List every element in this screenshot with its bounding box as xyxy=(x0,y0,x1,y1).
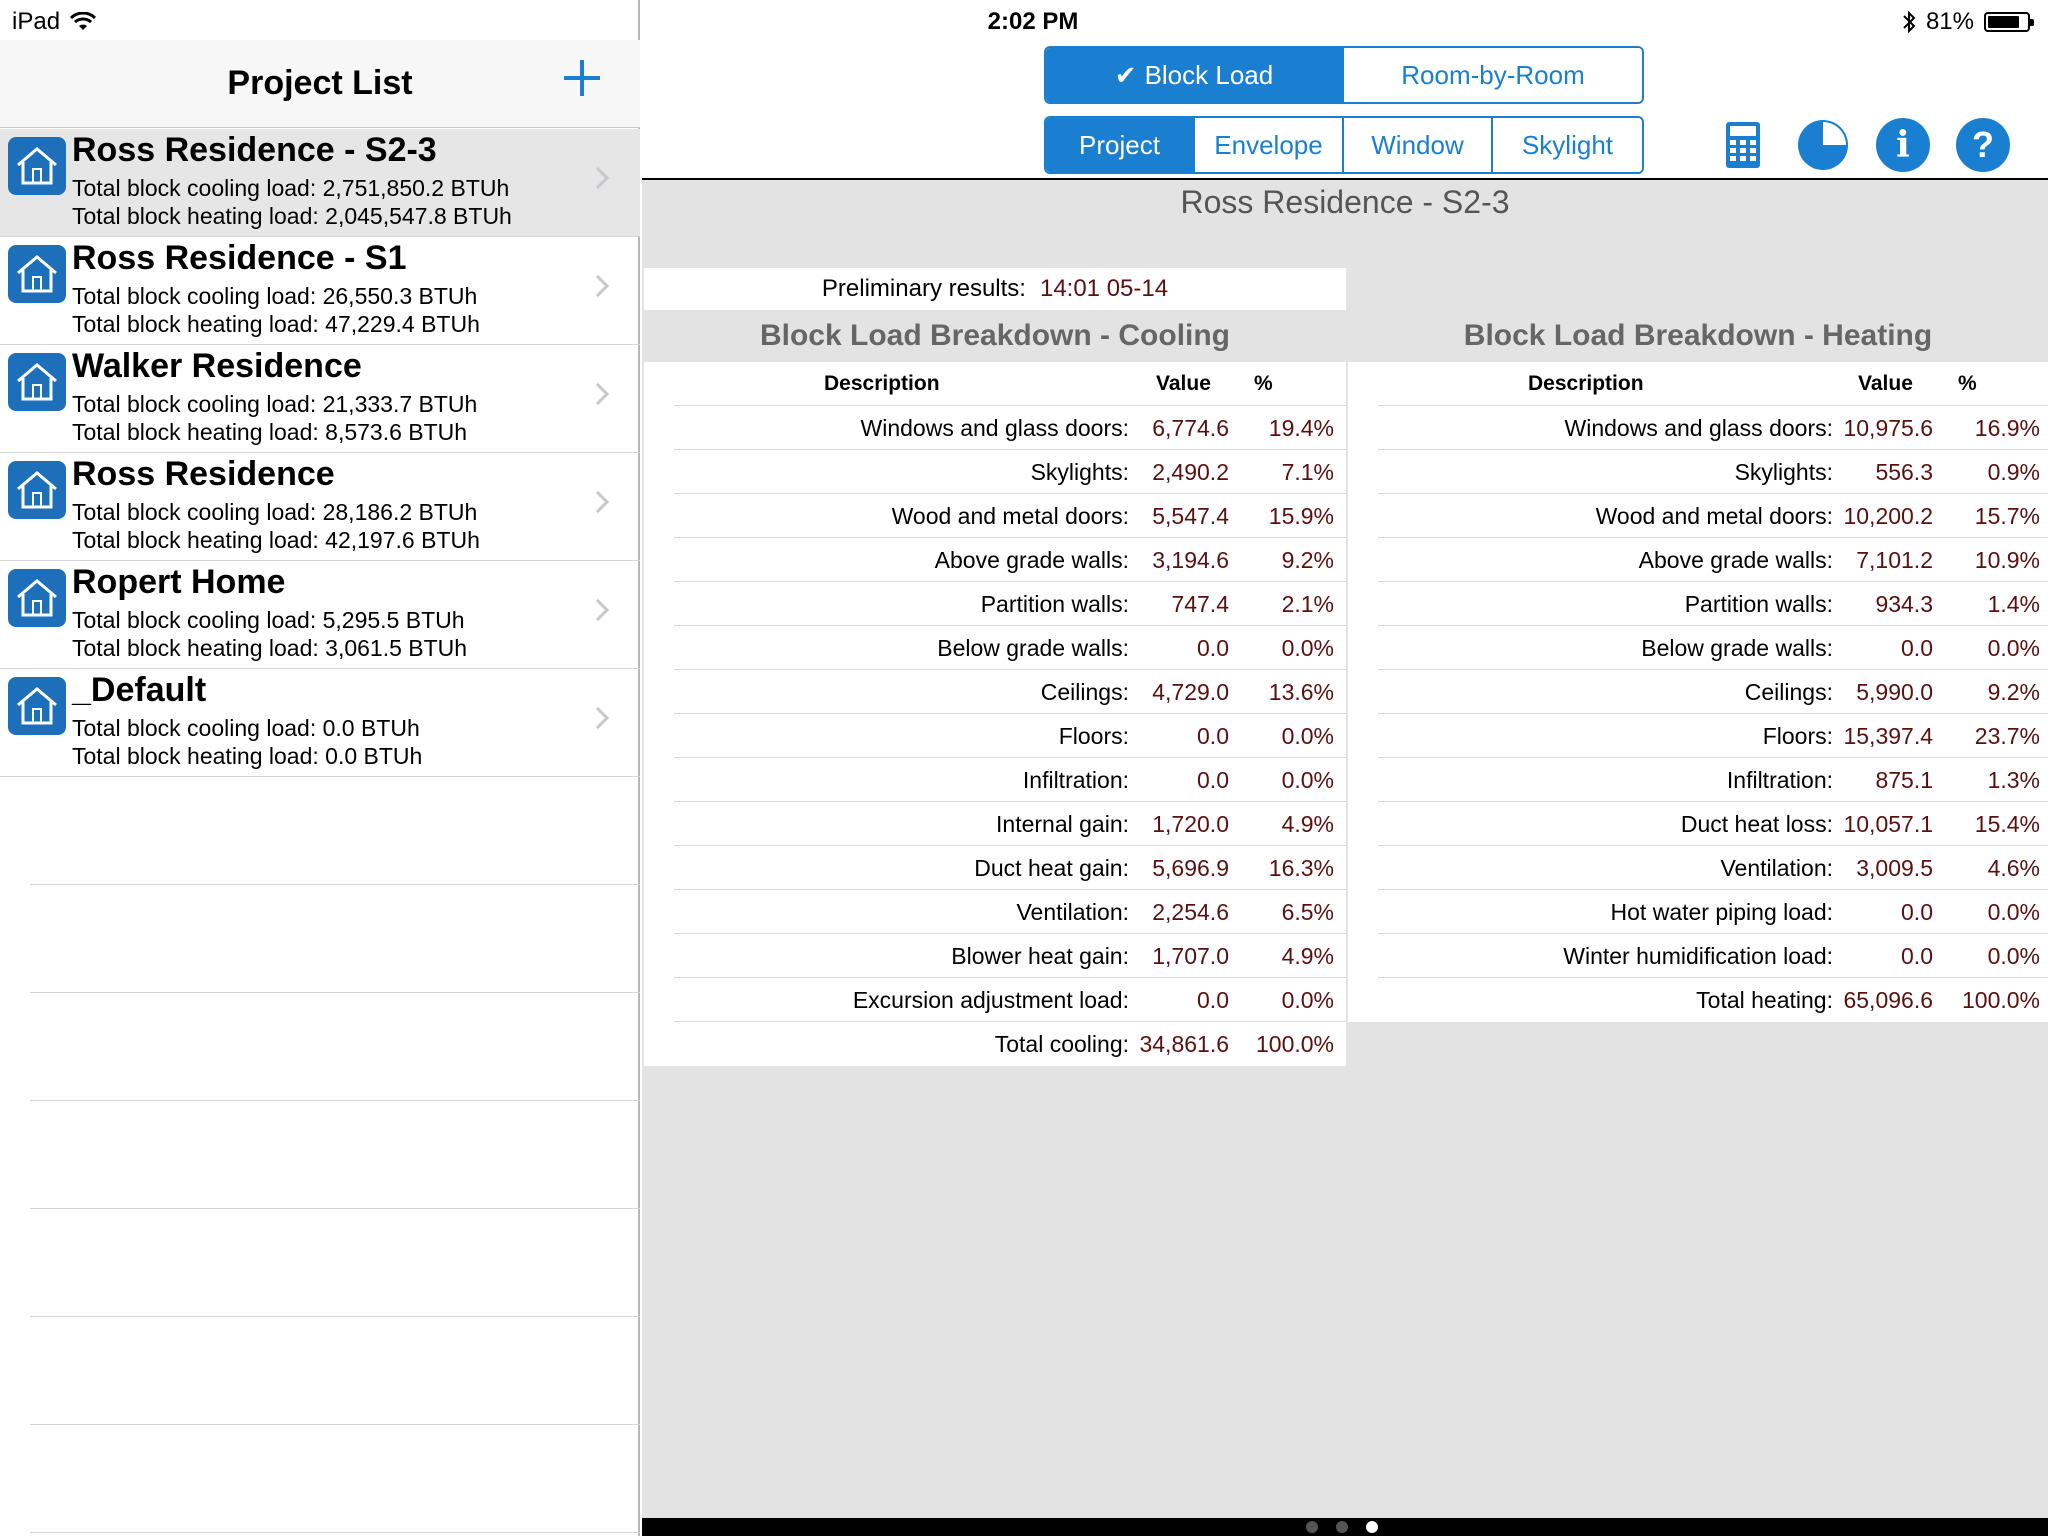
pie-chart-icon[interactable] xyxy=(1796,118,1850,172)
row-description: Hot water piping load: xyxy=(1610,899,1833,925)
house-icon xyxy=(8,461,66,519)
row-percent: 13.6% xyxy=(1268,679,1334,705)
row-description: Windows and glass doors: xyxy=(860,415,1129,441)
row-percent: 0.0% xyxy=(1281,635,1334,661)
table-row xyxy=(1378,934,2048,978)
row-value: 1,720.0 xyxy=(1152,811,1229,837)
table-row xyxy=(674,450,1346,494)
table-row xyxy=(674,802,1346,846)
row-percent: 0.0% xyxy=(1987,899,2040,925)
project-list-item[interactable] xyxy=(0,345,640,453)
row-description: Blower heat gain: xyxy=(951,943,1129,969)
project-cooling-load: Total block cooling load: 0.0 BTUh xyxy=(72,715,420,741)
tab-project-label: Project xyxy=(1079,129,1160,160)
page-dot-active[interactable] xyxy=(1366,1521,1378,1533)
row-value: 1,707.0 xyxy=(1152,943,1229,969)
project-cooling-load: Total block cooling load: 28,186.2 BTUh xyxy=(72,499,478,525)
row-percent: 16.3% xyxy=(1268,855,1334,881)
row-percent: 4.9% xyxy=(1281,943,1334,969)
project-name: Ross Residence - S1 xyxy=(72,239,407,277)
row-value: 0.0 xyxy=(1197,635,1229,661)
table-row xyxy=(674,494,1346,538)
row-percent: 1.4% xyxy=(1987,591,2040,617)
empty-list-row xyxy=(30,993,640,1101)
row-description: Above grade walls: xyxy=(1638,547,1833,573)
empty-list-row xyxy=(30,777,640,885)
house-icon xyxy=(8,245,66,303)
row-value: 2,490.2 xyxy=(1152,459,1229,485)
project-heating-load: Total block heating load: 8,573.6 BTUh xyxy=(72,419,468,445)
table-row xyxy=(1378,406,2048,450)
tab-block-load[interactable] xyxy=(1046,48,1344,102)
row-percent: 2.1% xyxy=(1281,591,1334,617)
row-value: 7,101.2 xyxy=(1856,547,1933,573)
table-row xyxy=(674,978,1346,1022)
row-value: 10,975.6 xyxy=(1843,415,1933,441)
project-cooling-load: Total block cooling load: 26,550.3 BTUh xyxy=(72,283,478,309)
table-row xyxy=(674,890,1346,934)
row-percent: 16.9% xyxy=(1974,415,2040,441)
chevron-right-icon xyxy=(594,381,610,407)
cooling-breakdown-table xyxy=(644,310,1346,1066)
row-description: Internal gain: xyxy=(996,811,1129,837)
row-value: 0.0 xyxy=(1197,723,1229,749)
table-row xyxy=(1378,846,2048,890)
battery-icon xyxy=(1984,12,2030,32)
table-row xyxy=(674,582,1346,626)
wifi-icon xyxy=(70,12,96,32)
row-description: Skylights: xyxy=(1030,459,1129,485)
row-description: Above grade walls: xyxy=(934,547,1129,573)
table-row xyxy=(674,1022,1346,1066)
table-row xyxy=(1378,626,2048,670)
tab-skylight-label: Skylight xyxy=(1521,129,1614,160)
col-value: Value xyxy=(1858,372,1913,395)
table-row xyxy=(1378,670,2048,714)
info-icon[interactable]: i xyxy=(1876,118,1930,172)
empty-list-row xyxy=(30,1317,640,1425)
row-value: 0.0 xyxy=(1901,635,1933,661)
table-row xyxy=(674,538,1346,582)
project-list-item[interactable] xyxy=(0,561,640,669)
row-value: 5,990.0 xyxy=(1856,679,1933,705)
project-name: Walker Residence xyxy=(72,347,362,385)
row-percent: 100.0% xyxy=(1961,987,2040,1013)
empty-list-row xyxy=(30,1209,640,1317)
row-description: Infiltration: xyxy=(1726,767,1833,793)
row-value: 0.0 xyxy=(1197,767,1229,793)
row-value: 34,861.6 xyxy=(1139,1031,1229,1057)
row-value: 6,774.6 xyxy=(1152,415,1229,441)
row-value: 10,200.2 xyxy=(1843,503,1933,529)
row-percent: 23.7% xyxy=(1974,723,2040,749)
project-list-header xyxy=(0,40,640,128)
project-name: Ropert Home xyxy=(72,563,286,601)
tab-window[interactable] xyxy=(1344,118,1493,172)
chevron-right-icon xyxy=(594,273,610,299)
row-description: Ceilings: xyxy=(1040,679,1129,705)
table-row xyxy=(1378,450,2048,494)
cooling-column-headers xyxy=(674,362,1346,406)
house-icon xyxy=(8,137,66,195)
table-row xyxy=(1378,494,2048,538)
row-description: Windows and glass doors: xyxy=(1564,415,1833,441)
table-row xyxy=(674,406,1346,450)
status-bar xyxy=(0,0,2048,40)
table-row xyxy=(674,670,1346,714)
row-percent: 19.4% xyxy=(1268,415,1334,441)
row-value: 2,254.6 xyxy=(1152,899,1229,925)
project-heating-load: Total block heating load: 42,197.6 BTUh xyxy=(72,527,480,553)
row-description: Partition walls: xyxy=(1684,591,1833,617)
bluetooth-icon xyxy=(1902,10,1916,34)
row-description: Wood and metal doors: xyxy=(891,503,1129,529)
chevron-right-icon xyxy=(594,597,610,623)
chevron-right-icon xyxy=(594,489,610,515)
chevron-right-icon xyxy=(594,705,610,731)
row-percent: 0.0% xyxy=(1281,767,1334,793)
help-icon[interactable]: ? xyxy=(1956,118,2010,172)
row-value: 5,696.9 xyxy=(1152,855,1229,881)
row-value: 10,057.1 xyxy=(1843,811,1933,837)
checkmark-icon: ✔ xyxy=(1114,59,1137,90)
tab-envelope[interactable] xyxy=(1195,118,1344,172)
row-description: Below grade walls: xyxy=(937,635,1129,661)
report-toolbar xyxy=(642,40,2048,180)
row-value: 0.0 xyxy=(1901,899,1933,925)
row-description: Infiltration: xyxy=(1022,767,1129,793)
chevron-right-icon xyxy=(594,165,610,191)
row-description: Floors: xyxy=(1058,723,1129,749)
view-segmented-control xyxy=(1044,116,1644,174)
project-heating-load: Total block heating load: 0.0 BTUh xyxy=(72,743,423,769)
row-description: Floors: xyxy=(1762,723,1833,749)
row-value: 0.0 xyxy=(1197,987,1229,1013)
table-row xyxy=(1378,582,2048,626)
page-dot[interactable] xyxy=(1336,1521,1348,1533)
row-description: Duct heat loss: xyxy=(1680,811,1833,837)
table-row xyxy=(1378,802,2048,846)
project-cooling-load: Total block cooling load: 21,333.7 BTUh xyxy=(72,391,478,417)
row-value: 556.3 xyxy=(1875,459,1933,485)
house-icon xyxy=(8,569,66,627)
row-description: Ceilings: xyxy=(1744,679,1833,705)
project-name: Ross Residence - S2-3 xyxy=(72,131,437,169)
cooling-heading: Block Load Breakdown - Cooling xyxy=(644,310,1346,362)
tab-block-load-label: Block Load xyxy=(1144,59,1274,90)
project-name: Ross Residence xyxy=(72,455,335,493)
empty-list-row xyxy=(30,1425,640,1533)
row-description: Partition walls: xyxy=(980,591,1129,617)
table-row xyxy=(674,626,1346,670)
project-list-item[interactable] xyxy=(0,129,640,237)
add-project-button[interactable] xyxy=(562,58,602,98)
row-value: 65,096.6 xyxy=(1843,987,1933,1013)
row-description: Ventilation: xyxy=(1720,855,1833,881)
col-value: Value xyxy=(1156,372,1211,395)
report-pane xyxy=(642,40,2048,1536)
row-value: 875.1 xyxy=(1875,767,1933,793)
project-list-item[interactable] xyxy=(0,669,640,777)
row-percent: 0.0% xyxy=(1281,723,1334,749)
row-value: 0.0 xyxy=(1901,943,1933,969)
row-percent: 15.7% xyxy=(1974,503,2040,529)
heating-heading: Block Load Breakdown - Heating xyxy=(1348,310,2048,362)
project-cooling-load: Total block cooling load: 2,751,850.2 BTUh xyxy=(72,175,510,201)
table-row xyxy=(674,758,1346,802)
calculator-icon[interactable] xyxy=(1716,118,1770,172)
tab-room-by-room[interactable] xyxy=(1344,48,1642,102)
page-dot[interactable] xyxy=(1306,1521,1318,1533)
prelim-label: Preliminary results: xyxy=(821,275,1026,302)
empty-list-row xyxy=(30,1101,640,1209)
row-percent: 6.5% xyxy=(1281,899,1334,925)
house-icon xyxy=(8,677,66,735)
row-value: 5,547.4 xyxy=(1152,503,1229,529)
tab-skylight[interactable] xyxy=(1493,118,1642,172)
tab-project[interactable] xyxy=(1046,118,1195,172)
row-percent: 15.9% xyxy=(1268,503,1334,529)
row-description: Total cooling: xyxy=(994,1031,1129,1057)
col-percent: % xyxy=(1958,372,1977,395)
row-percent: 7.1% xyxy=(1281,459,1334,485)
project-list-item[interactable] xyxy=(0,237,640,345)
project-list xyxy=(0,129,640,1533)
table-row xyxy=(1378,714,2048,758)
row-description: Skylights: xyxy=(1734,459,1833,485)
table-row xyxy=(1378,890,2048,934)
table-row xyxy=(674,934,1346,978)
project-heating-load: Total block heating load: 3,061.5 BTUh xyxy=(72,635,468,661)
table-row xyxy=(674,846,1346,890)
prelim-timestamp: 14:01 05-14 xyxy=(1039,275,1169,302)
row-value: 3,009.5 xyxy=(1856,855,1933,881)
row-percent: 0.0% xyxy=(1987,943,2040,969)
row-value: 934.3 xyxy=(1875,591,1933,617)
table-row xyxy=(674,714,1346,758)
project-cooling-load: Total block cooling load: 5,295.5 BTUh xyxy=(72,607,465,633)
row-percent: 9.2% xyxy=(1987,679,2040,705)
row-percent: 10.9% xyxy=(1974,547,2040,573)
row-percent: 4.9% xyxy=(1281,811,1334,837)
tab-envelope-label: Envelope xyxy=(1214,129,1323,160)
row-value: 747.4 xyxy=(1171,591,1229,617)
battery-percent: 81% xyxy=(1925,8,1974,35)
table-row xyxy=(1378,538,2048,582)
page-indicator-bar xyxy=(642,1518,2048,1536)
device-label: iPad xyxy=(12,8,61,35)
row-percent: 9.2% xyxy=(1281,547,1334,573)
table-row xyxy=(1378,758,2048,802)
table-row xyxy=(1378,978,2048,1022)
col-percent: % xyxy=(1254,372,1273,395)
project-list-title: Project List xyxy=(227,64,413,102)
project-list-item[interactable] xyxy=(0,453,640,561)
tab-room-by-room-label: Room-by-Room xyxy=(1401,59,1585,90)
project-heating-load: Total block heating load: 47,229.4 BTUh xyxy=(72,311,480,337)
col-description: Description xyxy=(1528,372,1644,395)
row-percent: 100.0% xyxy=(1255,1031,1334,1057)
status-time: 2:02 PM xyxy=(987,8,1079,35)
row-percent: 4.6% xyxy=(1987,855,2040,881)
heating-breakdown-table xyxy=(1348,310,2048,1022)
house-icon xyxy=(8,353,66,411)
mode-segmented-control xyxy=(1044,46,1644,104)
preliminary-results xyxy=(644,268,1346,310)
row-percent: 0.0% xyxy=(1987,635,2040,661)
tab-window-label: Window xyxy=(1371,129,1464,160)
row-value: 15,397.4 xyxy=(1843,723,1933,749)
row-value: 3,194.6 xyxy=(1152,547,1229,573)
row-percent: 15.4% xyxy=(1974,811,2040,837)
row-percent: 0.9% xyxy=(1987,459,2040,485)
row-description: Ventilation: xyxy=(1016,899,1129,925)
row-description: Duct heat gain: xyxy=(974,855,1129,881)
project-name: _Default xyxy=(72,671,207,709)
row-description: Below grade walls: xyxy=(1641,635,1833,661)
project-heating-load: Total block heating load: 2,045,547.8 BTUh xyxy=(72,203,512,229)
row-description: Total heating: xyxy=(1696,987,1833,1013)
report-title: Ross Residence - S2-3 xyxy=(1180,184,1510,220)
project-list-pane xyxy=(0,0,640,1536)
col-description: Description xyxy=(824,372,940,395)
row-value: 4,729.0 xyxy=(1152,679,1229,705)
empty-list-row xyxy=(30,885,640,993)
row-description: Excursion adjustment load: xyxy=(852,987,1129,1013)
row-description: Wood and metal doors: xyxy=(1595,503,1833,529)
row-percent: 0.0% xyxy=(1281,987,1334,1013)
row-description: Winter humidification load: xyxy=(1563,943,1833,969)
row-percent: 1.3% xyxy=(1987,767,2040,793)
heating-column-headers xyxy=(1378,362,2048,406)
